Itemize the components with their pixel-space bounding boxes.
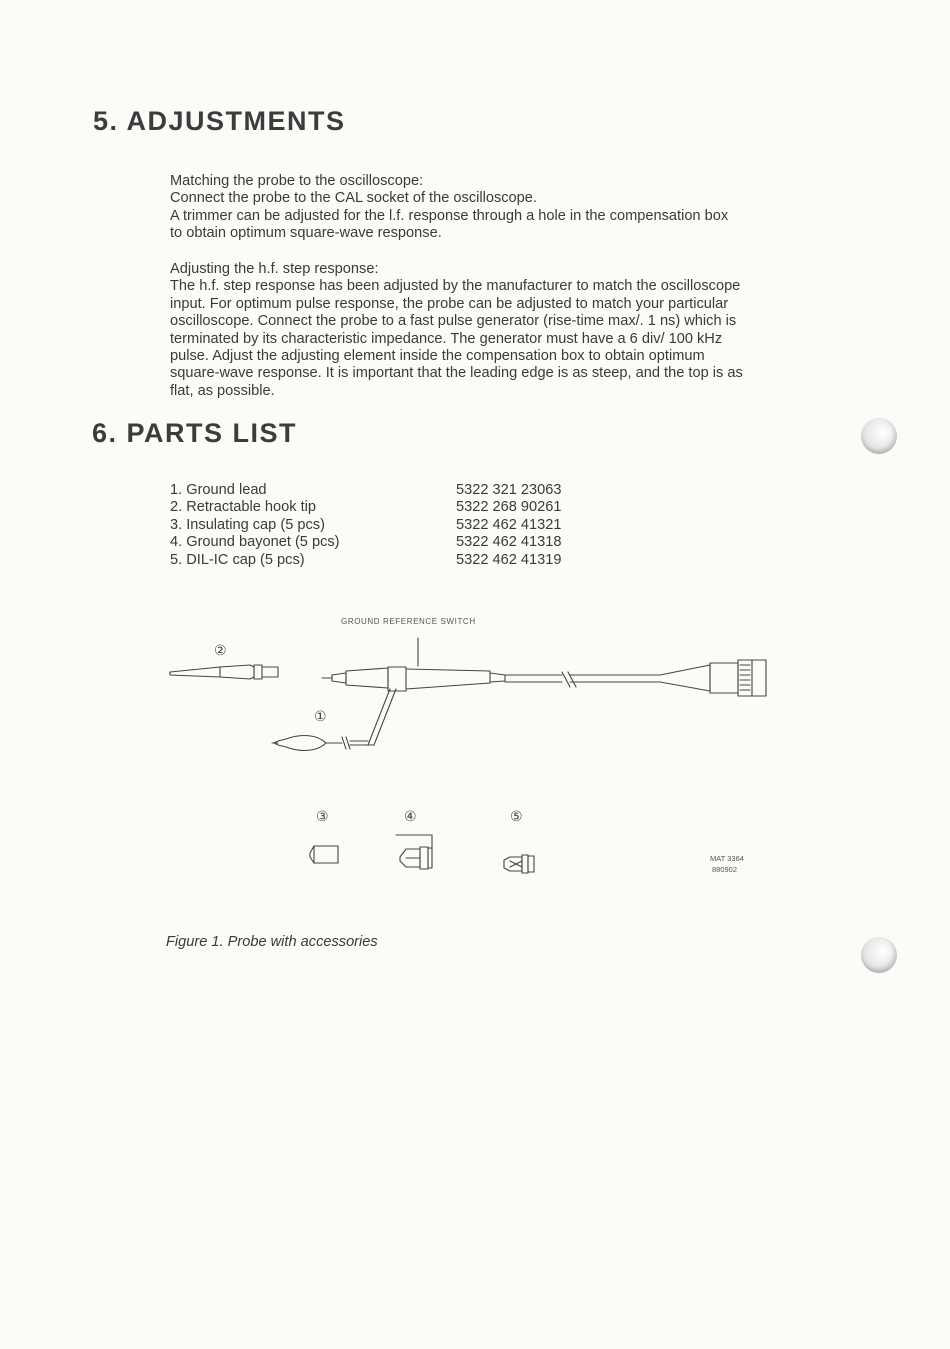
insulating-cap-icon (310, 846, 338, 863)
dil-ic-cap-icon (504, 855, 534, 873)
drawing-reference-code: MAT 3364 (710, 854, 744, 863)
binder-hole (861, 418, 897, 454)
parts-list-table (170, 482, 610, 569)
ground-lead-icon (272, 689, 396, 750)
part-name: 2. Retractable hook tip (170, 499, 317, 516)
part-name: 4. Ground bayonet (5 pcs) (170, 534, 340, 551)
text-line: oscilloscope. Connect the probe to a fast pulse generator (rise-time max/. 1 ns) which is (170, 313, 737, 330)
part-name: 5. DIL-IC cap (5 pcs) (170, 551, 305, 568)
callout-2: ② (214, 643, 227, 659)
part-code: 5322 462 41318 (456, 534, 562, 551)
text-line: pulse. Adjust the adjusting element inside the compensation box to obtain optimum (170, 348, 705, 365)
ground-reference-switch-label: GROUND REFERENCE SWITCH (341, 617, 476, 626)
parts-list-row (170, 552, 610, 569)
callout-1: ① (314, 709, 327, 725)
text-line: flat, as possible. (170, 382, 275, 399)
parts-list-row (170, 482, 610, 499)
adjustments-paragraph-hf-step (170, 261, 870, 400)
adjustments-paragraph-matching (170, 173, 870, 243)
parts-list-row (170, 517, 610, 534)
callout-3: ③ (316, 809, 329, 825)
parts-list-row (170, 534, 610, 551)
figure-caption: Figure 1. Probe with accessories (166, 934, 378, 950)
text-line: Matching the probe to the oscilloscope: (170, 173, 424, 189)
part-code: 5322 321 23063 (456, 482, 562, 498)
part-code: 5322 462 41321 (456, 516, 562, 533)
ground-bayonet-icon (396, 835, 432, 869)
text-line: Adjusting the h.f. step response: (170, 261, 379, 277)
text-line: to obtain optimum square-wave response. (170, 225, 442, 242)
callout-5: ⑤ (510, 809, 523, 825)
part-code: 5322 268 90261 (456, 499, 562, 516)
part-name: 3. Insulating cap (5 pcs) (170, 516, 325, 533)
text-line: square-wave response. It is important that the leading edge is as steep, and the top is as (170, 365, 743, 382)
text-line: input. For optimum pulse response, the probe can be adjusted to match your particular (170, 295, 729, 312)
section-title-adjustments: 5. ADJUSTMENTS (93, 106, 346, 136)
probe-body-icon (322, 660, 766, 696)
text-line: Connect the probe to the CAL socket of the oscilloscope. (170, 190, 537, 207)
retractable-hook-tip-icon (170, 665, 278, 679)
text-line: The h.f. step response has been adjusted by the manufacturer to match the oscilloscope (170, 278, 741, 295)
probe-accessories-drawing (150, 605, 790, 895)
text-line: A trimmer can be adjusted for the l.f. response through a hole in the compensation box (170, 207, 729, 224)
callout-4: ④ (404, 809, 417, 825)
text-line: terminated by its characteristic impedance. The generator must have a 6 div/ 100 kHz (170, 330, 723, 347)
parts-list-row (170, 499, 610, 516)
part-name: 1. Ground lead (170, 482, 267, 498)
drawing-reference-date: 880902 (712, 865, 738, 874)
binder-hole (861, 937, 897, 973)
part-code: 5322 462 41319 (456, 551, 562, 568)
section-title-parts-list: 6. PARTS LIST (92, 418, 298, 448)
